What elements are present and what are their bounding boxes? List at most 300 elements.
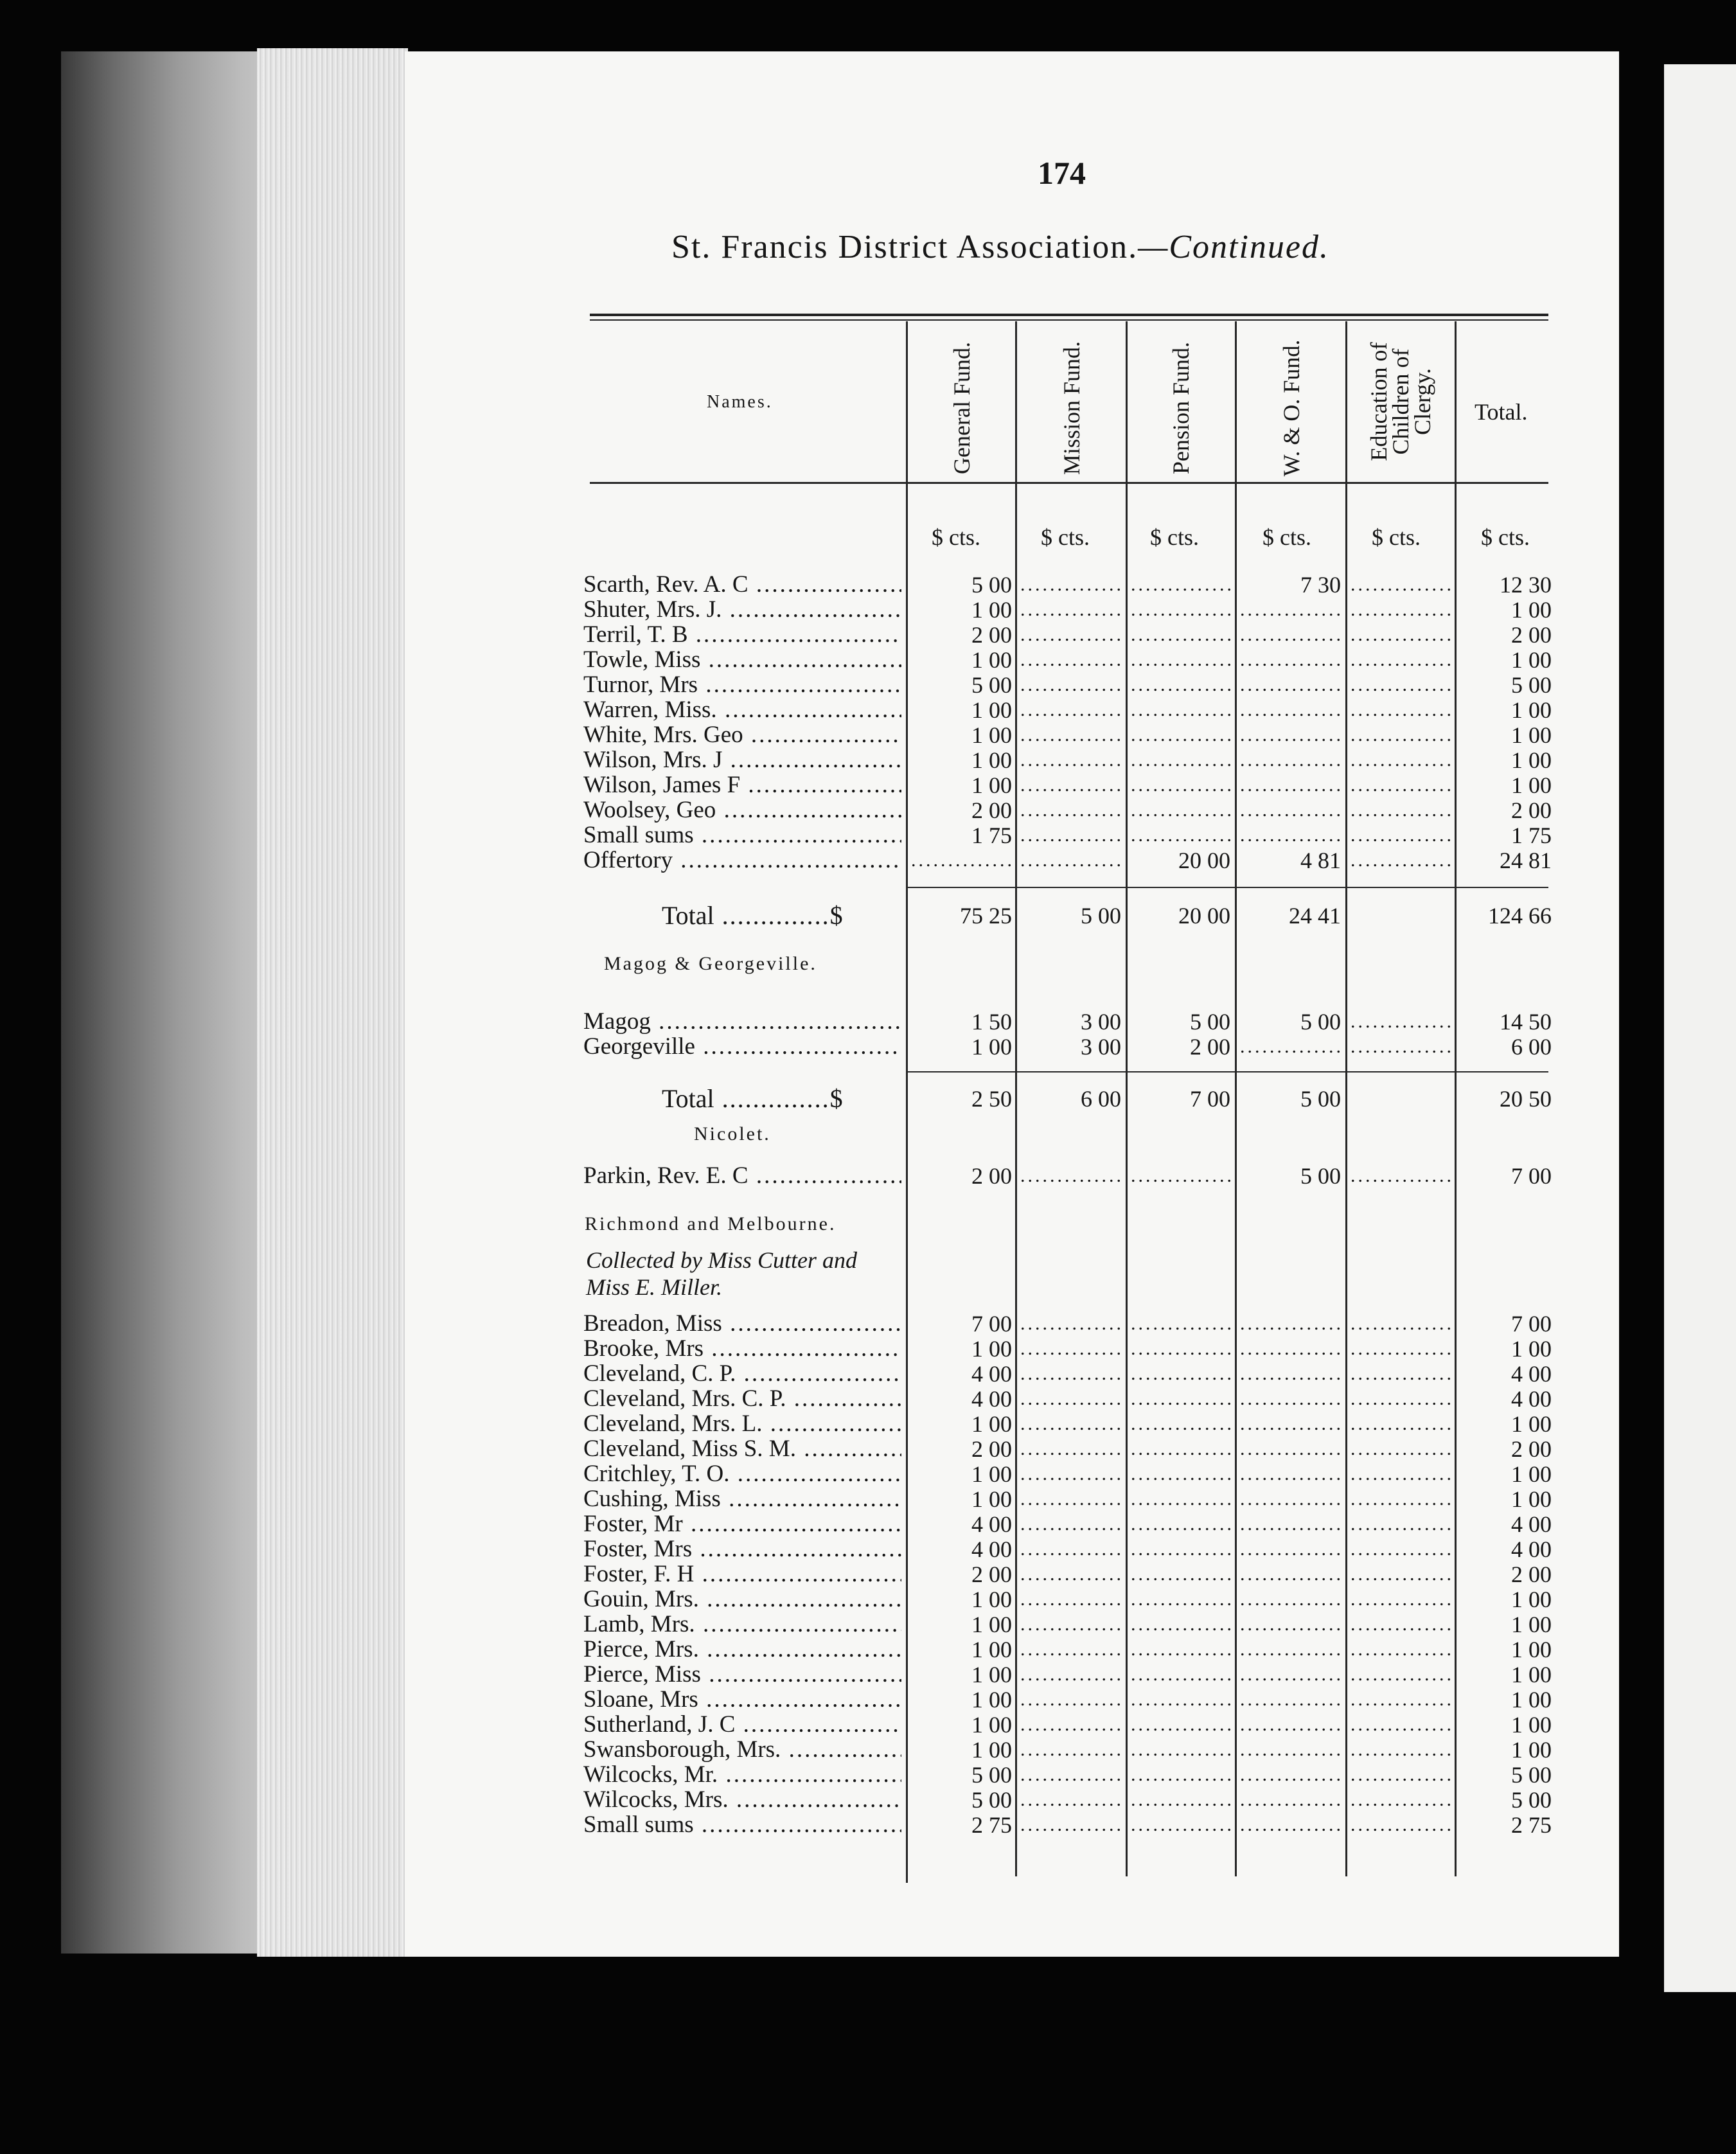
amount-general: 1 00	[971, 1461, 1012, 1487]
amount-general: 2 50	[971, 1086, 1012, 1112]
amount-total: 4 00	[1511, 1361, 1552, 1387]
header-wo-label: W. & O. Fund.	[1279, 339, 1304, 477]
amount-general: 1 00	[971, 747, 1012, 773]
dot-leader	[1131, 1612, 1230, 1637]
dot-leader	[1351, 1411, 1451, 1437]
dot-leader	[1351, 1612, 1451, 1637]
contributor-name: Gouin, Mrs. .....	[583, 1587, 901, 1612]
amount-pension: 5 00	[1190, 1009, 1230, 1035]
header-total: Total.	[1475, 399, 1528, 425]
top-rule-thin	[590, 319, 1548, 321]
contributor-name: Cleveland, Miss S. M. .....	[583, 1436, 901, 1462]
dot-leader	[1131, 722, 1230, 748]
total-rule	[906, 887, 1548, 888]
header-pension	[1169, 342, 1192, 474]
amount-mission: 6 00	[1081, 1086, 1121, 1112]
contributor-name: Sutherland, J. C .....	[583, 1712, 901, 1738]
dot-leader	[1131, 1361, 1230, 1387]
dot-leader	[1240, 1662, 1341, 1687]
amount-total: 1 00	[1511, 647, 1552, 673]
dot-leader	[1131, 1587, 1230, 1612]
dot-leader	[1131, 1637, 1230, 1662]
dot-leader	[1351, 1386, 1451, 1412]
header-general-label: General Fund.	[949, 342, 975, 474]
dot-leader	[1020, 1311, 1121, 1337]
dot-leader	[1240, 772, 1341, 798]
total-label: Total ..............$	[662, 1086, 844, 1112]
dot-leader	[1131, 672, 1230, 698]
unit-total: $ cts.	[1481, 524, 1530, 550]
unit-general: $ cts.	[932, 524, 980, 550]
amount-general: 4 00	[971, 1361, 1012, 1387]
amount-wo: 5 00	[1300, 1086, 1341, 1112]
header-education	[1368, 328, 1433, 476]
contributor-name: Offertory .....	[583, 848, 901, 873]
dot-leader	[1240, 747, 1341, 773]
dot-leader	[1131, 1712, 1230, 1738]
dot-leader	[1240, 622, 1341, 648]
dot-leader	[1020, 1562, 1121, 1587]
dot-leader	[1020, 1411, 1121, 1437]
amount-total: 124 66	[1488, 903, 1552, 929]
header-mission	[1060, 341, 1083, 475]
contributor-name: Lamb, Mrs. .....	[583, 1612, 901, 1637]
amount-wo: 5 00	[1300, 1009, 1341, 1035]
amount-general: 2 00	[971, 797, 1012, 823]
dot-leader	[1240, 1712, 1341, 1738]
dot-leader	[1351, 1587, 1451, 1612]
col-sep-6	[1455, 321, 1457, 1876]
header-rule	[590, 482, 1548, 484]
dot-leader	[1131, 1687, 1230, 1713]
dot-leader	[1131, 647, 1230, 673]
contributor-name: Parkin, Rev. E. C .....	[583, 1163, 901, 1189]
amount-total: 1 00	[1511, 597, 1552, 623]
amount-general: 5 00	[971, 1762, 1012, 1788]
contributor-name: Warren, Miss. .....	[583, 697, 901, 723]
dot-leader	[1131, 1386, 1230, 1412]
amount-mission: 3 00	[1081, 1034, 1121, 1060]
dot-leader	[1240, 1461, 1341, 1487]
amount-total: 5 00	[1511, 672, 1552, 698]
contributor-name: Shuter, Mrs. J. .....	[583, 597, 901, 623]
dot-leader	[1240, 1612, 1341, 1637]
contributor-name: Foster, Mrs .....	[583, 1536, 901, 1562]
dot-leader	[1351, 1787, 1451, 1813]
dot-leader	[1351, 1461, 1451, 1487]
amount-general: 1 00	[971, 1662, 1012, 1687]
section-heading: Magog & Georgeville.	[604, 953, 817, 974]
dot-leader	[1131, 747, 1230, 773]
amount-general: 4 00	[971, 1536, 1012, 1562]
dot-leader	[1351, 597, 1451, 623]
amount-total: 1 00	[1511, 772, 1552, 798]
amount-total: 7 00	[1511, 1163, 1552, 1189]
amount-general: 1 00	[971, 772, 1012, 798]
contributor-name: Scarth, Rev. A. C .....	[583, 572, 901, 598]
page-title-main: St. Francis District Association.	[671, 229, 1138, 265]
amount-wo: 24 41	[1289, 903, 1341, 929]
dot-leader	[1351, 1163, 1451, 1189]
dot-leader	[1351, 1536, 1451, 1562]
contributor-name: Wilson, James F .....	[583, 772, 901, 798]
dot-leader	[1131, 1536, 1230, 1562]
contributor-name: Wilcocks, Mrs. .....	[583, 1787, 901, 1813]
contributor-name: Cleveland, Mrs. L. .....	[583, 1411, 901, 1437]
amount-total: 2 00	[1511, 1562, 1552, 1587]
dot-leader	[1240, 1762, 1341, 1788]
dot-leader	[1020, 1461, 1121, 1487]
amount-total: 1 00	[1511, 747, 1552, 773]
amount-mission: 3 00	[1081, 1009, 1121, 1035]
dot-leader	[1240, 1336, 1341, 1362]
dot-leader	[1131, 1511, 1230, 1537]
contributor-name: Terril, T. B .....	[583, 622, 901, 648]
dot-leader	[1131, 1662, 1230, 1687]
unit-mission: $ cts.	[1041, 524, 1090, 550]
contributor-name: Foster, F. H .....	[583, 1562, 901, 1587]
dot-leader	[1020, 797, 1121, 823]
dot-leader	[1351, 848, 1451, 873]
dot-leader	[1240, 1637, 1341, 1662]
next-page-edge	[1664, 64, 1736, 1992]
amount-total: 1 00	[1511, 1587, 1552, 1612]
dot-leader	[1240, 1386, 1341, 1412]
dot-leader	[1240, 722, 1341, 748]
contributor-name: Turnor, Mrs .....	[583, 672, 901, 698]
dot-leader	[1131, 1163, 1230, 1189]
dot-leader	[1020, 823, 1121, 848]
dot-leader	[1131, 823, 1230, 848]
amount-total: 5 00	[1511, 1787, 1552, 1813]
header-names: Names.	[707, 392, 773, 412]
dot-leader	[1131, 697, 1230, 723]
contributor-name: Breadon, Miss .....	[583, 1311, 901, 1337]
amount-mission: 5 00	[1081, 903, 1121, 929]
contributor-name: Wilson, Mrs. J .....	[583, 747, 901, 773]
dot-leader	[1351, 1737, 1451, 1763]
amount-pension: 7 00	[1190, 1086, 1230, 1112]
amount-total: 4 00	[1511, 1536, 1552, 1562]
dot-leader	[1240, 1812, 1341, 1838]
dot-leader	[1351, 1361, 1451, 1387]
amount-general: 1 50	[971, 1009, 1012, 1035]
contributor-name: Brooke, Mrs .....	[583, 1336, 901, 1362]
page-title	[671, 228, 1329, 266]
contributor-name: Pierce, Mrs. .....	[583, 1637, 901, 1662]
dot-leader	[1351, 823, 1451, 848]
amount-pension: 20 00	[1178, 848, 1230, 873]
top-rule	[590, 314, 1548, 316]
amount-wo: 7 30	[1300, 572, 1341, 598]
dot-leader	[1131, 572, 1230, 598]
dot-leader	[1020, 1336, 1121, 1362]
amount-total: 1 00	[1511, 1411, 1552, 1437]
amount-general: 5 00	[971, 672, 1012, 698]
dot-leader	[1351, 1687, 1451, 1713]
section-heading: Richmond and Melbourne.	[585, 1213, 837, 1234]
amount-general: 75 25	[960, 903, 1012, 929]
dot-leader	[1240, 1687, 1341, 1713]
amount-total: 4 00	[1511, 1386, 1552, 1412]
amount-general: 1 75	[971, 823, 1012, 848]
dot-leader	[1020, 747, 1121, 773]
col-sep-5	[1345, 321, 1347, 1876]
amount-total: 2 00	[1511, 1436, 1552, 1462]
amount-total: 2 00	[1511, 797, 1552, 823]
unit-pension: $ cts.	[1150, 524, 1199, 550]
page-stack	[257, 48, 408, 1957]
amount-total: 6 00	[1511, 1034, 1552, 1060]
amount-general: 1 00	[971, 1486, 1012, 1512]
dot-leader	[1020, 772, 1121, 798]
dot-leader	[1131, 1311, 1230, 1337]
dot-leader	[1351, 572, 1451, 598]
contributor-name: Towle, Miss .....	[583, 647, 901, 673]
dot-leader	[1020, 697, 1121, 723]
amount-general: 1 00	[971, 597, 1012, 623]
header-wo	[1280, 340, 1303, 477]
dot-leader	[1240, 1737, 1341, 1763]
amount-total: 2 00	[1511, 622, 1552, 648]
dot-leader	[1351, 722, 1451, 748]
dot-leader	[1131, 1812, 1230, 1838]
unit-wo: $ cts.	[1262, 524, 1311, 550]
amount-general: 1 00	[971, 1687, 1012, 1713]
total-label: Total ..............$	[662, 903, 844, 929]
dot-leader	[1020, 1511, 1121, 1537]
amount-total: 1 75	[1511, 823, 1552, 848]
contributor-name: Georgeville .....	[583, 1034, 901, 1060]
dot-leader	[1240, 1587, 1341, 1612]
contributor-name: Foster, Mr .....	[583, 1511, 901, 1537]
amount-general: 1 00	[971, 1034, 1012, 1060]
amount-general: 1 00	[971, 1637, 1012, 1662]
amount-general: 1 00	[971, 1612, 1012, 1637]
amount-total: 1 00	[1511, 1737, 1552, 1763]
amount-total: 12 30	[1500, 572, 1552, 598]
dot-leader	[1020, 597, 1121, 623]
dot-leader	[1131, 1336, 1230, 1362]
dot-leader	[1351, 647, 1451, 673]
amount-general: 2 00	[971, 622, 1012, 648]
amount-total: 20 50	[1500, 1086, 1552, 1112]
dot-leader	[1351, 747, 1451, 773]
amount-total: 1 00	[1511, 1461, 1552, 1487]
dot-leader	[1020, 1361, 1121, 1387]
col-sep-1	[906, 321, 908, 1883]
amount-general: 1 00	[971, 647, 1012, 673]
amount-total: 1 00	[1511, 1662, 1552, 1687]
amount-pension: 2 00	[1190, 1034, 1230, 1060]
amount-general: 4 00	[971, 1511, 1012, 1537]
dot-leader	[1020, 1812, 1121, 1838]
contributor-name: Swansborough, Mrs. .....	[583, 1737, 901, 1763]
amount-total: 1 00	[1511, 1612, 1552, 1637]
dot-leader	[1131, 1486, 1230, 1512]
dot-leader	[1351, 1712, 1451, 1738]
amount-total: 1 00	[1511, 697, 1552, 723]
dot-leader	[1351, 1762, 1451, 1788]
dot-leader	[1020, 1637, 1121, 1662]
dot-leader	[1020, 1436, 1121, 1462]
amount-total: 24 81	[1500, 848, 1552, 873]
dot-leader	[1131, 772, 1230, 798]
col-sep-4	[1235, 321, 1237, 1876]
amount-pension: 20 00	[1178, 903, 1230, 929]
dot-leader	[1351, 1436, 1451, 1462]
amount-general: 1 00	[971, 697, 1012, 723]
contributor-name: Magog .....	[583, 1009, 901, 1035]
dot-leader	[1131, 797, 1230, 823]
amount-general: 4 00	[971, 1386, 1012, 1412]
dot-leader	[1240, 1486, 1341, 1512]
dot-leader	[1131, 1461, 1230, 1487]
amount-total: 7 00	[1511, 1311, 1552, 1337]
page-title-suffix: —Continued.	[1138, 229, 1329, 265]
dot-leader	[1020, 1687, 1121, 1713]
contributor-name: Pierce, Miss .....	[583, 1662, 901, 1687]
dot-leader	[1020, 1762, 1121, 1788]
dot-leader	[1020, 1737, 1121, 1763]
amount-general: 1 00	[971, 722, 1012, 748]
section-heading: Nicolet.	[694, 1123, 771, 1144]
dot-leader	[1131, 622, 1230, 648]
amount-wo: 5 00	[1300, 1163, 1341, 1189]
dot-leader	[1240, 1311, 1341, 1337]
dot-leader	[1351, 1311, 1451, 1337]
dot-leader	[1351, 1562, 1451, 1587]
contributor-name: Cleveland, Mrs. C. P. .....	[583, 1386, 901, 1412]
amount-wo: 4 81	[1300, 848, 1341, 873]
amount-total: 5 00	[1511, 1762, 1552, 1788]
amount-total: 1 00	[1511, 1712, 1552, 1738]
amount-general: 2 75	[971, 1812, 1012, 1838]
contributor-name: Cushing, Miss .....	[583, 1486, 901, 1512]
dot-leader	[1020, 1712, 1121, 1738]
amount-general: 7 00	[971, 1311, 1012, 1337]
header-pension-label: Pension Fund.	[1168, 341, 1194, 475]
amount-total: 14 50	[1500, 1009, 1552, 1035]
contributor-name: Small sums .....	[583, 1812, 901, 1838]
dot-leader	[1020, 622, 1121, 648]
dot-leader	[1351, 1812, 1451, 1838]
dot-leader	[1351, 1336, 1451, 1362]
dot-leader	[1240, 647, 1341, 673]
contributor-name: Critchley, T. O. .....	[583, 1461, 901, 1487]
dot-leader	[1240, 1361, 1341, 1387]
amount-total: 4 00	[1511, 1511, 1552, 1537]
dot-leader	[1131, 1436, 1230, 1462]
dot-leader	[1240, 672, 1341, 698]
dot-leader	[1240, 597, 1341, 623]
amount-total: 1 00	[1511, 1336, 1552, 1362]
amount-general: 1 00	[971, 1712, 1012, 1738]
dot-leader	[1020, 647, 1121, 673]
dot-leader	[1020, 1612, 1121, 1637]
amount-total: 1 00	[1511, 1486, 1552, 1512]
dot-leader	[1240, 697, 1341, 723]
contributor-name: Small sums .....	[583, 823, 901, 848]
dot-leader	[1020, 1587, 1121, 1612]
amount-general: 5 00	[971, 1787, 1012, 1813]
unit-education: $ cts.	[1372, 524, 1421, 550]
dot-leader	[1351, 772, 1451, 798]
amount-total: 2 75	[1511, 1812, 1552, 1838]
dot-leader	[1240, 823, 1341, 848]
dot-leader	[1020, 1536, 1121, 1562]
dot-leader	[1131, 1737, 1230, 1763]
dot-leader	[1131, 1762, 1230, 1788]
amount-total: 1 00	[1511, 1687, 1552, 1713]
dot-leader	[1131, 1411, 1230, 1437]
collector-note: Collected by Miss Cutter and Miss E. Miller.	[586, 1247, 857, 1300]
dot-leader	[1351, 797, 1451, 823]
dot-leader	[1351, 697, 1451, 723]
total-rule	[906, 1071, 1548, 1073]
dot-leader	[1240, 1411, 1341, 1437]
dot-leader	[1351, 1034, 1451, 1060]
dot-leader	[1131, 597, 1230, 623]
amount-general: 2 00	[971, 1562, 1012, 1587]
dot-leader	[1351, 1511, 1451, 1537]
dot-leader	[1240, 1787, 1341, 1813]
dot-leader	[1020, 722, 1121, 748]
amount-general: 2 00	[971, 1436, 1012, 1462]
dot-leader	[1351, 1009, 1451, 1035]
dot-leader	[1020, 672, 1121, 698]
dot-leader	[1020, 1386, 1121, 1412]
page-number: 174	[1038, 155, 1086, 191]
dot-leader	[1020, 572, 1121, 598]
dot-leader	[1351, 622, 1451, 648]
header-mission-label: Mission Fund.	[1059, 341, 1085, 476]
dot-leader	[1131, 1787, 1230, 1813]
dot-leader	[1131, 1562, 1230, 1587]
amount-general: 1 00	[971, 1336, 1012, 1362]
dot-leader	[1240, 1562, 1341, 1587]
header-general	[950, 342, 973, 474]
dot-leader	[1351, 1637, 1451, 1662]
amount-general: 5 00	[971, 572, 1012, 598]
dot-leader	[1020, 848, 1121, 873]
contributor-name: White, Mrs. Geo .....	[583, 722, 901, 748]
col-sep-3	[1126, 321, 1128, 1876]
dot-leader	[1240, 1536, 1341, 1562]
dot-leader	[1351, 1486, 1451, 1512]
amount-general: 2 00	[971, 1163, 1012, 1189]
contributor-name: Cleveland, C. P. .....	[583, 1361, 901, 1387]
contributor-name: Woolsey, Geo .....	[583, 797, 901, 823]
dot-leader	[1020, 1662, 1121, 1687]
dot-leader	[1240, 1034, 1341, 1060]
header-education-label: Education of Children of Clergy.	[1366, 342, 1435, 461]
amount-general: 1 00	[971, 1737, 1012, 1763]
dot-leader	[1020, 1787, 1121, 1813]
dot-leader	[1240, 1511, 1341, 1537]
amount-general: 1 00	[971, 1587, 1012, 1612]
contributor-name: Sloane, Mrs .....	[583, 1687, 901, 1713]
amount-general: 1 00	[971, 1411, 1012, 1437]
dot-leader	[1351, 672, 1451, 698]
dot-leader	[1240, 797, 1341, 823]
dot-leader	[1240, 1436, 1341, 1462]
amount-total: 1 00	[1511, 722, 1552, 748]
contributor-name: Wilcocks, Mr. .....	[583, 1762, 901, 1788]
dot-leader	[1020, 1486, 1121, 1512]
dot-leader	[1351, 1662, 1451, 1687]
col-sep-2	[1015, 321, 1017, 1876]
